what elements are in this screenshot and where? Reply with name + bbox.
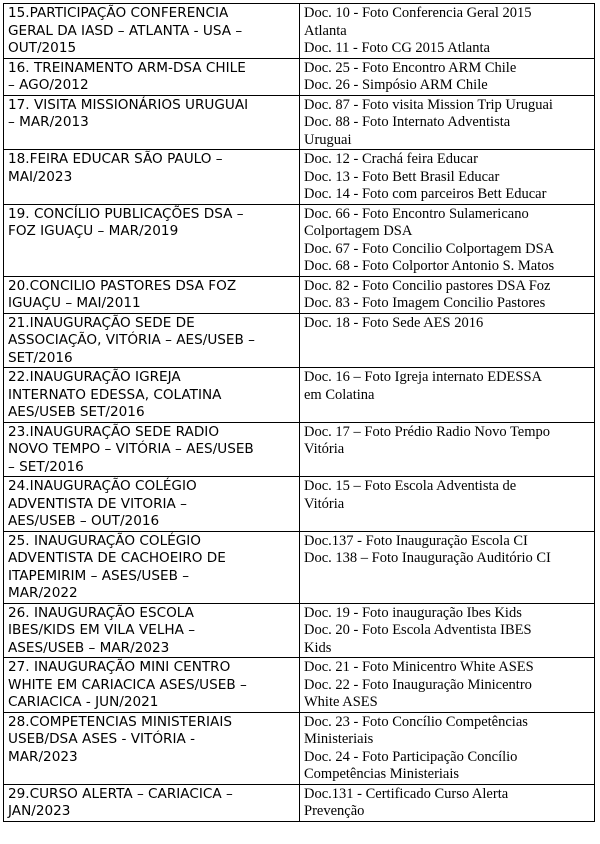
document-line: Doc. 67 - Foto Concilio Colportagem DSA [304,240,555,257]
document-entry [304,5,591,40]
event-title-line: 15.PARTICIPAÇÃO CONFERENCIA [8,5,229,21]
event-title-cell [4,658,300,713]
document-line: Doc. 23 - Foto Concílio Competências [304,713,528,730]
event-title-line: 20.CONCILIO PASTORES DSA FOZ [8,277,237,294]
table-body [4,4,595,822]
document-line: Doc. 21 - Foto Minicentro White ASES [304,659,534,675]
event-title-line: 25. INAUGURAÇÃO COLÉGIO [8,532,201,549]
event-title-line: CARIACICA - JUN/2021 [8,694,159,710]
document-line: Doc. 13 - Foto Bett Brasil Educar [304,168,500,185]
document-entry [304,369,591,404]
document-line: Ministeriais [304,731,374,747]
event-title-line: 16. TREINAMENTO ARM-DSA CHILE [8,59,246,76]
event-title-line: 18.FEIRA EDUCAR SÃO PAULO – [8,151,223,167]
document-entry [304,424,591,459]
document-entry [304,186,591,204]
document-line: Doc. 14 - Foto com parceiros Bett Educar [304,186,547,202]
table-row [4,531,595,603]
document-line: Doc. 17 – Foto Prédio Radio Novo Tempo [304,423,551,440]
document-entry [304,677,591,712]
documents-cell [300,784,595,821]
event-title-cell [4,58,300,95]
event-title-line: MAR/2023 [8,748,78,765]
event-title-line: SET/2016 [8,349,73,366]
documents-cell [300,95,595,150]
event-title-line: FOZ IGUAÇU – MAR/2019 [8,223,179,239]
document-entry [304,786,591,821]
documents-cell [300,313,595,368]
event-title-line: GERAL DA IASD – ATLANTA - USA – [8,22,243,39]
table-row [4,150,595,205]
documents-cell [300,276,595,313]
document-entry [304,169,591,187]
document-line: Vitória [304,495,345,512]
document-entry [304,315,591,333]
document-line: Doc. 138 – Foto Inauguração Auditório CI [304,550,551,566]
event-title-line: IBES/KIDS EM VILA VELHA – [8,622,196,638]
documents-cell [300,531,595,603]
document-line: Doc. 16 – Foto Igreja internato EDESSA [304,369,543,385]
event-title-line: WHITE EM CARIACICA ASES/USEB – [8,676,247,693]
table-row [4,422,595,477]
event-title-cell [4,150,300,205]
table-row [4,658,595,713]
event-title-line: 19. CONCÍLIO PUBLICAÇÕES DSA – [8,205,244,222]
table-row [4,603,595,658]
documents-cell [300,150,595,205]
event-title-line: – SET/2016 [8,458,84,475]
document-entry [304,114,591,149]
document-entry [304,605,591,623]
document-entry [304,550,591,568]
table-row [4,712,595,784]
document-line: Doc. 87 - Foto visita Mission Trip Uruguai [304,96,553,113]
document-line: Prevenção [304,803,365,819]
event-title-line: 27. INAUGURAÇÃO MINI CENTRO [8,659,231,675]
event-title-line: ITAPEMIRIM – ASES/USEB – [8,567,190,584]
documents-cell [300,4,595,59]
documents-cell [300,712,595,784]
document-line: Doc. 11 - Foto CG 2015 Atlanta [304,40,490,56]
document-entry [304,258,591,276]
event-title-line: AES/USEB SET/2016 [8,404,145,420]
event-title-line: ASES/USEB – MAR/2023 [8,639,170,656]
event-title-line: OUT/2015 [8,40,77,56]
document-line: Doc. 83 - Foto Imagem Concilio Pastores [304,295,546,311]
event-title-cell [4,422,300,477]
event-title-line: IGUAÇU – MAI/2011 [8,295,141,311]
event-title-line: ASSOCIAÇÃO, VITÓRIA – AES/USEB – [8,332,255,348]
document-entry [304,749,591,784]
event-title-cell [4,276,300,313]
documents-cell [300,603,595,658]
event-title-line: MAI/2023 [8,168,73,185]
document-line: Doc. 18 - Foto Sede AES 2016 [304,314,484,331]
document-entry [304,622,591,657]
document-line: Doc. 24 - Foto Participação Concílio [304,748,518,765]
event-title-cell [4,204,300,276]
table-row [4,95,595,150]
document-entry [304,97,591,115]
event-title-line: – MAR/2013 [8,114,89,130]
event-title-cell [4,712,300,784]
table-row [4,4,595,59]
event-title-line: – AGO/2012 [8,77,89,93]
event-title-line: ADVENTISTA DE CACHOEIRO DE [8,550,226,566]
event-title-cell [4,531,300,603]
event-title-cell [4,313,300,368]
document-line: Uruguai [304,131,352,148]
document-entry [304,77,591,95]
document-line: Doc. 66 - Foto Encontro Sulamericano [304,205,529,222]
event-title-line: 17. VISITA MISSIONÁRIOS URUGUAI [8,96,249,113]
event-title-line: 24.INAUGURAÇÃO COLÉGIO [8,478,197,494]
event-title-line: NOVO TEMPO – VITÓRIA – AES/USEB [8,441,254,457]
event-title-line: ADVENTISTA DE VITORIA – [8,495,187,512]
document-entry [304,295,591,313]
event-title-line: 22.INAUGURAÇÃO IGREJA [8,369,181,385]
table-row [4,276,595,313]
document-entry [304,278,591,296]
table-row [4,313,595,368]
documents-cell [300,368,595,423]
document-line: Doc. 12 - Crachá feira Educar [304,151,478,167]
event-title-line: 26. INAUGURAÇÃO ESCOLA [8,604,194,621]
event-title-line: 21.INAUGURAÇÃO SEDE DE [8,314,195,331]
documents-cell [300,204,595,276]
documents-cell [300,58,595,95]
document-line: Doc. 82 - Foto Concilio pastores DSA Foz [304,277,551,294]
documents-cell [300,658,595,713]
document-line: White ASES [304,694,378,710]
event-title-cell [4,368,300,423]
table-row [4,477,595,532]
document-line: Doc. 88 - Foto Internato Adventista [304,114,511,130]
event-title-cell [4,4,300,59]
table-row [4,204,595,276]
document-entry [304,241,591,259]
table-row [4,784,595,821]
document-line: Atlanta [304,22,347,39]
document-entry [304,206,591,241]
event-title-line: INTERNATO EDESSA, COLATINA [8,386,222,403]
event-title-line: 28.COMPETENCIAS MINISTERIAIS [8,713,232,730]
documents-cell [300,422,595,477]
document-line: Doc. 15 – Foto Escola Adventista de [304,478,517,494]
event-title-line: 29.CURSO ALERTA – CARIACICA – [8,785,233,802]
document-entry [304,151,591,169]
event-title-line: 23.INAUGURAÇÃO SEDE RADIO [8,423,220,440]
event-title-cell [4,477,300,532]
events-documents-table [3,3,595,822]
document-line: Doc.137 - Foto Inauguração Escola CI [304,532,528,549]
event-title-cell [4,603,300,658]
document-entry [304,714,591,749]
document-entry [304,478,591,513]
event-title-line: JAN/2023 [8,803,71,819]
event-title-cell [4,784,300,821]
documents-cell [300,477,595,532]
document-line: Kids [304,639,332,656]
document-entry [304,40,591,58]
event-title-cell [4,95,300,150]
document-line: Doc. 68 - Foto Colportor Antonio S. Matos [304,258,555,274]
document-line: Doc. 22 - Foto Inauguração Minicentro [304,676,532,693]
document-line: Colportagem DSA [304,223,413,239]
document-line: Doc. 25 - Foto Encontro ARM Chile [304,59,517,76]
document-line: Doc. 19 - Foto inauguração Ibes Kids [304,604,522,621]
document-line: Competências Ministeriais [304,766,460,782]
document-line: Doc. 20 - Foto Escola Adventista IBES [304,622,532,638]
event-title-line: MAR/2022 [8,585,78,601]
document-line: Doc.131 - Certificado Curso Alerta [304,785,509,802]
table-row [4,368,595,423]
table-row [4,58,595,95]
event-title-line: AES/USEB – OUT/2016 [8,513,160,529]
event-title-line: USEB/DSA ASES - VITÓRIA - [8,731,196,747]
document-line: em Colatina [304,386,375,403]
document-line: Doc. 26 - Simpósio ARM Chile [304,77,488,93]
document-entry [304,659,591,677]
document-line: Doc. 10 - Foto Conferencia Geral 2015 [304,5,532,21]
document-entry [304,533,591,551]
document-entry [304,60,591,78]
document-line: Vitória [304,441,345,457]
